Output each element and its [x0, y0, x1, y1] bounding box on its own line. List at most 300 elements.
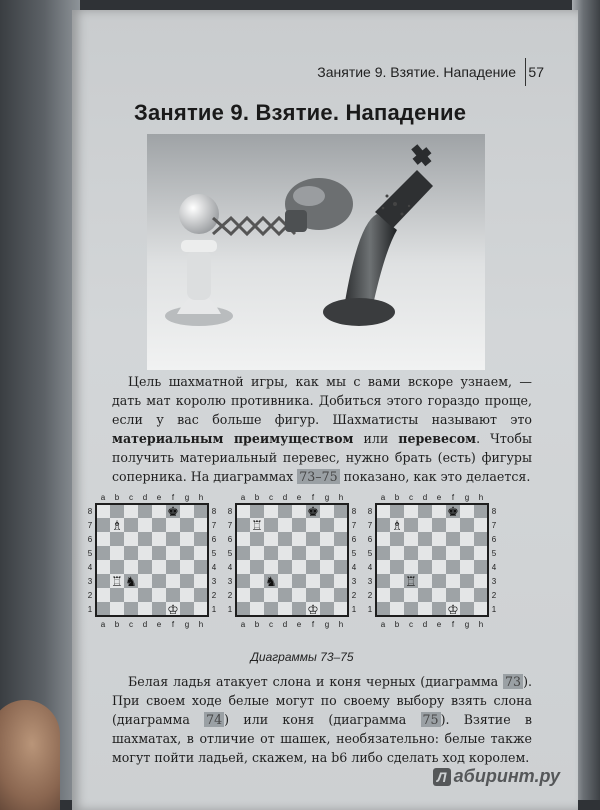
board-square	[306, 574, 320, 588]
board-square	[376, 574, 390, 588]
board-square	[96, 574, 110, 588]
board-square	[96, 532, 110, 546]
board-square	[432, 504, 446, 518]
chess-diagrams	[82, 490, 562, 650]
board-square	[250, 574, 264, 588]
watermark-logo: Л	[433, 768, 451, 786]
chess-piece: ♖	[251, 519, 263, 534]
board-square	[320, 574, 334, 588]
board-square	[138, 504, 152, 518]
rank-label: 2	[491, 591, 497, 600]
file-label: b	[394, 493, 400, 502]
board-square	[236, 602, 250, 616]
chess-piece: ♖	[405, 575, 417, 590]
board-square	[264, 546, 278, 560]
chapter-title: Занятие 9. Взятие. Нападение	[134, 100, 467, 125]
board-square	[474, 546, 488, 560]
rank-label: 2	[227, 591, 233, 600]
board-square	[124, 532, 138, 546]
file-label: b	[114, 493, 120, 502]
rank-label: 1	[491, 605, 497, 614]
board-square	[474, 560, 488, 574]
board-square	[152, 602, 166, 616]
board-square	[194, 574, 208, 588]
rank-label: 4	[367, 563, 373, 572]
file-label: f	[171, 493, 175, 502]
file-label: e	[296, 493, 302, 502]
board-square	[194, 588, 208, 602]
board-square	[264, 532, 278, 546]
board-square	[292, 532, 306, 546]
file-label: e	[156, 493, 162, 502]
board-square	[250, 560, 264, 574]
board-square	[138, 546, 152, 560]
board-square	[236, 518, 250, 532]
rank-label: 8	[211, 507, 217, 516]
board-square	[180, 588, 194, 602]
board-square	[320, 560, 334, 574]
board-square	[110, 588, 124, 602]
board-square	[236, 546, 250, 560]
diagram-range-ref: 73–75	[299, 469, 338, 484]
diagram-74	[222, 490, 362, 638]
board-square	[432, 588, 446, 602]
file-label: g	[324, 620, 330, 629]
board-square	[390, 532, 404, 546]
file-label: e	[436, 493, 442, 502]
board-square	[432, 532, 446, 546]
board-square	[250, 546, 264, 560]
board-square	[96, 518, 110, 532]
file-label: b	[394, 620, 400, 629]
board-square	[446, 574, 460, 588]
board-square	[278, 560, 292, 574]
file-label: a	[100, 620, 106, 629]
board-square	[390, 546, 404, 560]
rank-label: 5	[211, 549, 217, 558]
rank-label: 8	[87, 507, 93, 516]
board-square	[152, 532, 166, 546]
board-square	[292, 574, 306, 588]
board-square	[432, 574, 446, 588]
board-square	[320, 588, 334, 602]
file-label: c	[409, 493, 413, 502]
rank-label: 6	[211, 535, 217, 544]
board-square	[194, 504, 208, 518]
file-label: h	[478, 493, 484, 502]
board-square	[194, 518, 208, 532]
board-square	[306, 588, 320, 602]
rank-label: 3	[351, 577, 357, 586]
board-square	[110, 532, 124, 546]
file-label: g	[324, 493, 330, 502]
board-square	[124, 546, 138, 560]
diagram-ref-73: 73	[505, 674, 522, 689]
board-square	[334, 602, 348, 616]
board-square	[194, 546, 208, 560]
file-label: b	[254, 493, 260, 502]
file-label: d	[422, 493, 428, 502]
book-spine-left	[0, 0, 80, 800]
board-square	[418, 504, 432, 518]
board-square	[250, 504, 264, 518]
para2-text-4: ). Взятие в шахматах, в отличие от шашек, необязательно: белые также могут пойти ладьей, скажем, на b6 либо сделать ход королем.	[112, 712, 533, 765]
board-square	[432, 518, 446, 532]
board-square	[418, 560, 432, 574]
board-square	[180, 560, 194, 574]
board-square	[180, 504, 194, 518]
board-square	[96, 588, 110, 602]
board-square	[166, 588, 180, 602]
board-square	[460, 546, 474, 560]
board-square	[264, 560, 278, 574]
rank-label: 4	[351, 563, 357, 572]
board-square	[236, 560, 250, 574]
file-label: g	[184, 493, 190, 502]
file-label: f	[451, 620, 455, 629]
board-square	[264, 588, 278, 602]
board-square	[390, 602, 404, 616]
file-label: f	[311, 493, 315, 502]
watermark-text: абиринт.ру	[453, 766, 560, 786]
file-label: g	[464, 493, 470, 502]
para1-text-4: показано, как это делается.	[339, 469, 531, 484]
board-square	[96, 504, 110, 518]
board-square	[320, 504, 334, 518]
board-square	[152, 574, 166, 588]
chess-piece: ♗	[111, 519, 123, 534]
chess-piece: ♔	[167, 603, 179, 618]
board-square	[278, 532, 292, 546]
rank-label: 1	[227, 605, 233, 614]
board-square	[110, 546, 124, 560]
file-label: g	[184, 620, 190, 629]
board-square	[194, 560, 208, 574]
file-label: f	[451, 493, 455, 502]
board-square	[166, 574, 180, 588]
board-square	[96, 546, 110, 560]
rank-label: 3	[367, 577, 373, 586]
board-square	[376, 546, 390, 560]
board-square	[180, 518, 194, 532]
file-label: h	[338, 620, 344, 629]
rank-label: 7	[351, 521, 357, 530]
para1-text-3: . Чтобы получить материальный перевес, нужно брать (есть) фигуры соперника. На диаграммах	[112, 431, 532, 484]
board-square	[432, 560, 446, 574]
diagram-75	[362, 490, 502, 638]
rank-label: 8	[227, 507, 233, 516]
rank-label: 6	[227, 535, 233, 544]
board-square	[404, 588, 418, 602]
board-square	[278, 588, 292, 602]
board-square	[334, 546, 348, 560]
rank-label: 5	[491, 549, 497, 558]
board-square	[166, 546, 180, 560]
board-square	[334, 532, 348, 546]
board-square	[264, 518, 278, 532]
chess-piece: ♔	[307, 603, 319, 618]
board-square	[152, 560, 166, 574]
board-square	[180, 532, 194, 546]
board-square	[334, 560, 348, 574]
pawn-punches-king-illustration	[147, 134, 485, 370]
board-square	[334, 574, 348, 588]
file-label: c	[269, 620, 273, 629]
rank-label: 7	[367, 521, 373, 530]
board-square	[418, 546, 432, 560]
board-square	[460, 602, 474, 616]
board-square	[292, 588, 306, 602]
rank-label: 6	[351, 535, 357, 544]
board-square	[418, 588, 432, 602]
board-square	[390, 560, 404, 574]
board-square	[236, 532, 250, 546]
diagram-ref-74: 74	[206, 712, 223, 727]
board-square	[320, 602, 334, 616]
board-square	[390, 504, 404, 518]
board-square	[180, 602, 194, 616]
board-square	[292, 560, 306, 574]
board-square	[124, 560, 138, 574]
board-square	[376, 588, 390, 602]
file-label: c	[129, 493, 133, 502]
diagram-73	[82, 490, 222, 638]
board-square	[292, 518, 306, 532]
board-square	[460, 504, 474, 518]
board-square	[152, 518, 166, 532]
board-square	[292, 504, 306, 518]
chess-piece: ♞	[125, 575, 137, 590]
file-label: e	[436, 620, 442, 629]
board-square	[460, 560, 474, 574]
board-square	[460, 574, 474, 588]
file-label: a	[240, 493, 246, 502]
board-square	[376, 560, 390, 574]
board-square	[474, 588, 488, 602]
board-square	[278, 518, 292, 532]
header-divider	[525, 58, 526, 86]
board-square	[390, 574, 404, 588]
rank-label: 4	[491, 563, 497, 572]
board-square	[236, 588, 250, 602]
board-square	[194, 602, 208, 616]
board-square	[418, 602, 432, 616]
diagram-ref-75: 75	[422, 712, 439, 727]
board-square	[152, 588, 166, 602]
rank-label: 1	[211, 605, 217, 614]
file-label: h	[338, 493, 344, 502]
board-square	[194, 532, 208, 546]
rank-label: 2	[367, 591, 373, 600]
rank-label: 5	[367, 549, 373, 558]
board-square	[110, 560, 124, 574]
board-square	[418, 532, 432, 546]
board-square	[138, 532, 152, 546]
file-label: a	[380, 620, 386, 629]
rank-label: 8	[491, 507, 497, 516]
file-label: a	[100, 493, 106, 502]
rank-label: 2	[351, 591, 357, 600]
diagrams-caption: Диаграммы 73–75	[250, 650, 354, 664]
board-square	[292, 602, 306, 616]
board-square	[264, 602, 278, 616]
board-square	[306, 532, 320, 546]
board-square	[250, 602, 264, 616]
board-square	[124, 588, 138, 602]
rank-label: 6	[491, 535, 497, 544]
board-square	[446, 588, 460, 602]
board-square	[152, 504, 166, 518]
file-label: d	[282, 493, 288, 502]
file-label: g	[464, 620, 470, 629]
board-square	[264, 504, 278, 518]
board-square	[474, 602, 488, 616]
rank-label: 3	[87, 577, 93, 586]
rank-label: 2	[87, 591, 93, 600]
board-square	[446, 518, 460, 532]
rank-label: 6	[367, 535, 373, 544]
board-square	[236, 574, 250, 588]
rank-label: 7	[227, 521, 233, 530]
file-label: d	[282, 620, 288, 629]
file-label: h	[198, 493, 204, 502]
board-square	[376, 518, 390, 532]
board-square	[124, 518, 138, 532]
rank-label: 6	[87, 535, 93, 544]
rank-label: 5	[227, 549, 233, 558]
para2-text-3: ) или коня (диаграмма	[224, 712, 421, 727]
board-square	[166, 518, 180, 532]
board-square	[404, 546, 418, 560]
file-label: h	[198, 620, 204, 629]
file-label: d	[422, 620, 428, 629]
file-label: f	[171, 620, 175, 629]
board-square	[460, 532, 474, 546]
board-square	[306, 560, 320, 574]
rank-label: 1	[87, 605, 93, 614]
board-square	[306, 518, 320, 532]
book-page	[72, 10, 578, 810]
board-square	[278, 602, 292, 616]
rank-label: 2	[211, 591, 217, 600]
board-square	[278, 504, 292, 518]
rank-label: 3	[491, 577, 497, 586]
rank-label: 8	[367, 507, 373, 516]
board-square	[334, 504, 348, 518]
board-square	[138, 588, 152, 602]
board-square	[404, 602, 418, 616]
board-square	[404, 560, 418, 574]
board-square	[166, 560, 180, 574]
chess-piece: ♗	[391, 519, 403, 534]
board-square	[96, 560, 110, 574]
board-square	[404, 504, 418, 518]
intro-paragraph	[112, 372, 532, 486]
board-square	[432, 602, 446, 616]
board-square	[446, 560, 460, 574]
para1-text-1: Цель шахматной игры, как мы с вами вскоре узнаем, — дать мат королю противника. Добиться этого гораздо проще, если у вас больше фигур. Шахматисты называют это	[112, 374, 532, 427]
board-square	[152, 546, 166, 560]
file-label: a	[240, 620, 246, 629]
chess-piece: ♖	[111, 575, 123, 590]
explanation-paragraph	[112, 672, 532, 767]
board-square	[460, 518, 474, 532]
rank-label: 4	[87, 563, 93, 572]
rank-label: 4	[227, 563, 233, 572]
page-number: 57	[528, 64, 544, 80]
board-square	[320, 518, 334, 532]
board-square	[474, 518, 488, 532]
para1-text-2: или	[353, 431, 399, 446]
chess-piece: ♔	[447, 603, 459, 618]
board-square	[474, 532, 488, 546]
board-square	[432, 546, 446, 560]
board-square	[96, 602, 110, 616]
board-square	[166, 532, 180, 546]
board-square	[390, 588, 404, 602]
file-label: d	[142, 620, 148, 629]
board-square	[278, 574, 292, 588]
file-label: d	[142, 493, 148, 502]
board-square	[236, 504, 250, 518]
board-square	[250, 588, 264, 602]
board-square	[138, 518, 152, 532]
board-square	[334, 518, 348, 532]
board-square	[334, 588, 348, 602]
board-square	[446, 532, 460, 546]
file-label: b	[114, 620, 120, 629]
file-label: f	[311, 620, 315, 629]
board-square	[418, 518, 432, 532]
chess-piece: ♚	[167, 505, 179, 520]
file-label: e	[296, 620, 302, 629]
board-square	[110, 602, 124, 616]
board-square	[446, 546, 460, 560]
board-square	[376, 532, 390, 546]
board-square	[138, 560, 152, 574]
file-label: c	[269, 493, 273, 502]
chess-piece: ♞	[265, 575, 277, 590]
labirint-watermark	[433, 766, 560, 787]
board-square	[320, 532, 334, 546]
board-square	[138, 602, 152, 616]
board-square	[278, 546, 292, 560]
rank-label: 7	[87, 521, 93, 530]
file-label: a	[380, 493, 386, 502]
chess-piece: ♚	[307, 505, 319, 520]
para2-text-1: Белая ладья атакует слона и коня черных (диаграмма	[128, 674, 504, 689]
board-square	[138, 574, 152, 588]
board-square	[110, 504, 124, 518]
rank-label: 5	[351, 549, 357, 558]
rank-label: 7	[491, 521, 497, 530]
rank-label: 5	[87, 549, 93, 558]
board-square	[404, 532, 418, 546]
board-square	[320, 546, 334, 560]
board-square	[306, 546, 320, 560]
rank-label: 1	[351, 605, 357, 614]
file-label: c	[409, 620, 413, 629]
board-square	[180, 546, 194, 560]
rank-label: 7	[211, 521, 217, 530]
board-square	[180, 574, 194, 588]
board-square	[124, 504, 138, 518]
file-label: h	[478, 620, 484, 629]
chess-piece: ♚	[447, 505, 459, 520]
board-square	[376, 602, 390, 616]
board-square	[250, 532, 264, 546]
rank-label: 8	[351, 507, 357, 516]
